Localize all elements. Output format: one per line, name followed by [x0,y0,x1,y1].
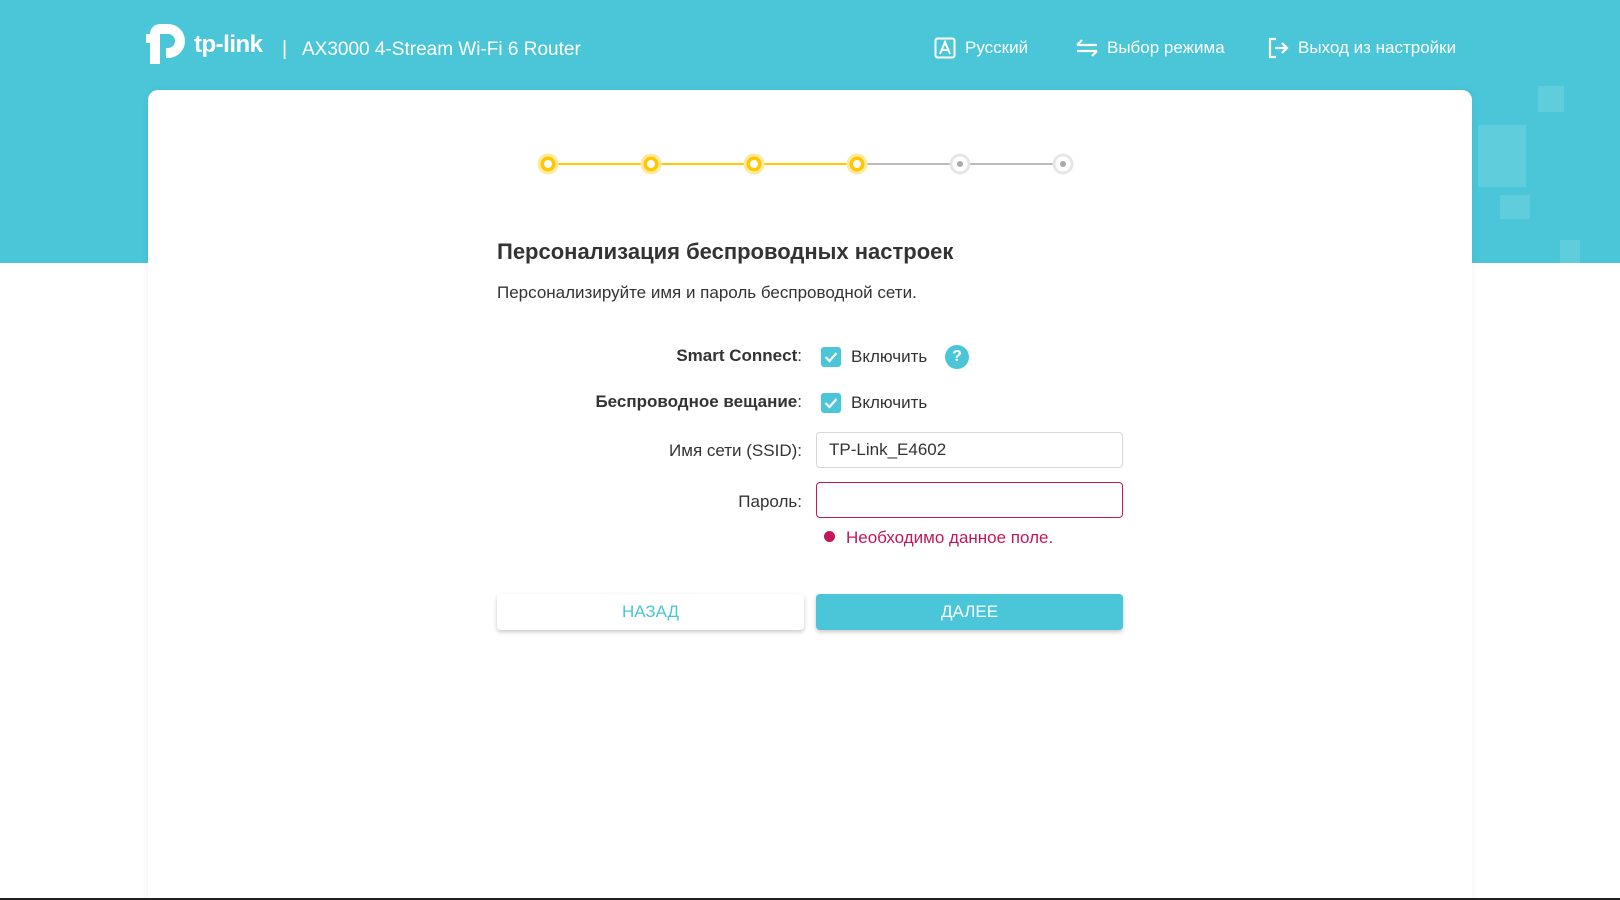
back-button[interactable]: НАЗАД [497,594,804,630]
broadcast-option[interactable]: Включить [851,393,928,412]
exit-setup-label: Выход из настройки [1298,38,1457,57]
broadcast-checkbox[interactable] [821,393,841,413]
language-selector[interactable] [933,36,1028,60]
language-icon [933,36,957,60]
smart-connect-label-text: Smart Connect [676,346,798,365]
broadcast-label [497,392,802,412]
exit-setup-link[interactable] [1266,36,1456,60]
logo-text: tp-link [194,31,263,58]
smart-connect-checkbox[interactable] [821,347,841,367]
broadcast-label-text: Беспроводное вещание [595,392,798,411]
language-label: Русский [965,38,1029,57]
broadcast-colon: : [797,392,802,411]
ssid-input[interactable] [816,432,1123,468]
checkmark-icon [824,351,838,363]
exit-icon [1266,36,1290,60]
smart-connect-label [497,346,802,366]
page-title: Персонализация беспроводных настроек [497,239,954,264]
password-label: Пароль: [738,492,802,511]
mode-switch-link[interactable] [1075,36,1225,60]
wizard-card [148,90,1472,900]
header-separator: | [282,38,288,60]
tp-link-logo[interactable] [146,22,263,68]
page-subtitle: Персонализируйте имя и пароль беспроводной сети. [497,283,917,302]
header [0,0,1620,90]
tp-link-logo-icon [146,22,190,68]
mode-switch-label: Выбор режима [1107,38,1225,57]
mode-switch-icon [1075,36,1099,60]
checkmark-icon [824,397,838,409]
next-button[interactable]: ДАЛЕЕ [816,594,1123,630]
help-icon[interactable]: ? [945,345,969,369]
password-error-message: Необходимо данное поле. [846,528,1054,547]
ssid-label: Имя сети (SSID): [669,441,802,460]
smart-connect-colon: : [797,346,802,365]
password-input[interactable] [816,482,1123,518]
smart-connect-option[interactable]: Включить [851,347,928,366]
router-model: AX3000 4-Stream Wi-Fi 6 Router [302,39,581,60]
error-dot-icon [824,531,835,542]
